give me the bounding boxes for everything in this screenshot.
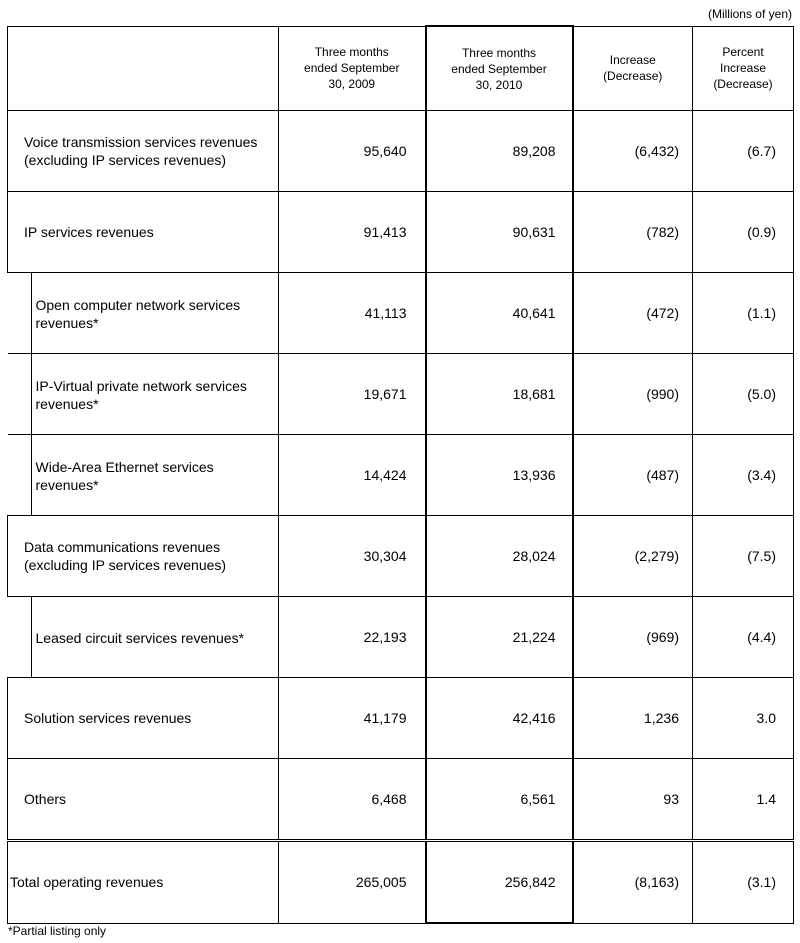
value-percent: (0.9): [693, 192, 794, 273]
row-label: Leased circuit services revenues*: [35, 629, 245, 646]
table-row: [8, 111, 794, 192]
subrow-label-cell: [8, 354, 279, 435]
footnote: *Partial listing only: [8, 924, 107, 938]
value-2009: 19,671: [279, 354, 426, 435]
table-header-row: [8, 26, 794, 111]
value-2010: 21,224: [426, 597, 573, 678]
value-2009: 265,005: [279, 841, 426, 924]
subrow-label-cell: [8, 435, 279, 516]
value-2010: 89,208: [426, 111, 573, 192]
value-2009: 91,413: [279, 192, 426, 273]
row-label: Others: [8, 759, 279, 841]
value-percent: (7.5): [693, 516, 794, 597]
value-2009: 41,113: [279, 273, 426, 354]
value-percent: (3.1): [693, 841, 794, 924]
value-increase: (782): [573, 192, 693, 273]
value-increase: (990): [573, 354, 693, 435]
value-2010: 28,024: [426, 516, 573, 597]
table-row: [8, 435, 794, 516]
value-2009: 95,640: [279, 111, 426, 192]
subrow-label-cell: [8, 273, 279, 354]
header-increase: Increase (Decrease): [573, 26, 693, 111]
value-percent: (5.0): [693, 354, 794, 435]
header-2009: Three months ended September 30, 2009: [279, 26, 426, 111]
value-increase: (2,279): [573, 516, 693, 597]
value-2010: 42,416: [426, 678, 573, 759]
table-row: [8, 192, 794, 273]
value-2009: 30,304: [279, 516, 426, 597]
value-2010: 256,842: [426, 841, 573, 924]
row-label: IP-Virtual private network services revenues*: [35, 377, 247, 412]
value-2009: 14,424: [279, 435, 426, 516]
table-row: [8, 597, 794, 678]
value-percent: 3.0: [693, 678, 794, 759]
row-label: Total operating revenues: [8, 841, 279, 924]
table-row: [8, 354, 794, 435]
value-2010: 40,641: [426, 273, 573, 354]
table-row: [8, 678, 794, 759]
value-2010: 18,681: [426, 354, 573, 435]
table-row: [8, 516, 794, 597]
value-percent: 1.4: [693, 759, 794, 841]
subrow-label-cell: [8, 597, 279, 678]
value-2010: 13,936: [426, 435, 573, 516]
value-percent: (3.4): [693, 435, 794, 516]
header-2010: Three months ended September 30, 2010: [426, 26, 573, 111]
row-label: Wide-Area Ethernet services revenues*: [35, 458, 214, 493]
total-row: [8, 841, 794, 924]
value-2010: 90,631: [426, 192, 573, 273]
value-2009: 22,193: [279, 597, 426, 678]
value-increase: (8,163): [573, 841, 693, 924]
value-increase: (6,432): [573, 111, 693, 192]
value-2009: 6,468: [279, 759, 426, 841]
value-percent: (6.7): [693, 111, 794, 192]
value-increase: (487): [573, 435, 693, 516]
value-increase: 1,236: [573, 678, 693, 759]
row-label: Solution services revenues: [8, 678, 279, 759]
row-label: Voice transmission services revenues (excluding IP services revenues): [8, 111, 279, 192]
row-label: Open computer network services revenues*: [35, 296, 241, 331]
value-increase: (969): [573, 597, 693, 678]
revenues-table: [7, 25, 794, 924]
value-increase: (472): [573, 273, 693, 354]
row-label: IP services revenues: [8, 192, 279, 273]
table-row: [8, 273, 794, 354]
value-2009: 41,179: [279, 678, 426, 759]
header-label-blank: [8, 26, 279, 111]
row-label: Data communications revenues (excluding IP services revenues): [8, 516, 279, 597]
value-increase: 93: [573, 759, 693, 841]
value-percent: (1.1): [693, 273, 794, 354]
table-row: [8, 759, 794, 841]
header-percent: Percent Increase (Decrease): [693, 26, 794, 111]
value-percent: (4.4): [693, 597, 794, 678]
units-note: (Millions of yen): [707, 7, 792, 21]
value-2010: 6,561: [426, 759, 573, 841]
